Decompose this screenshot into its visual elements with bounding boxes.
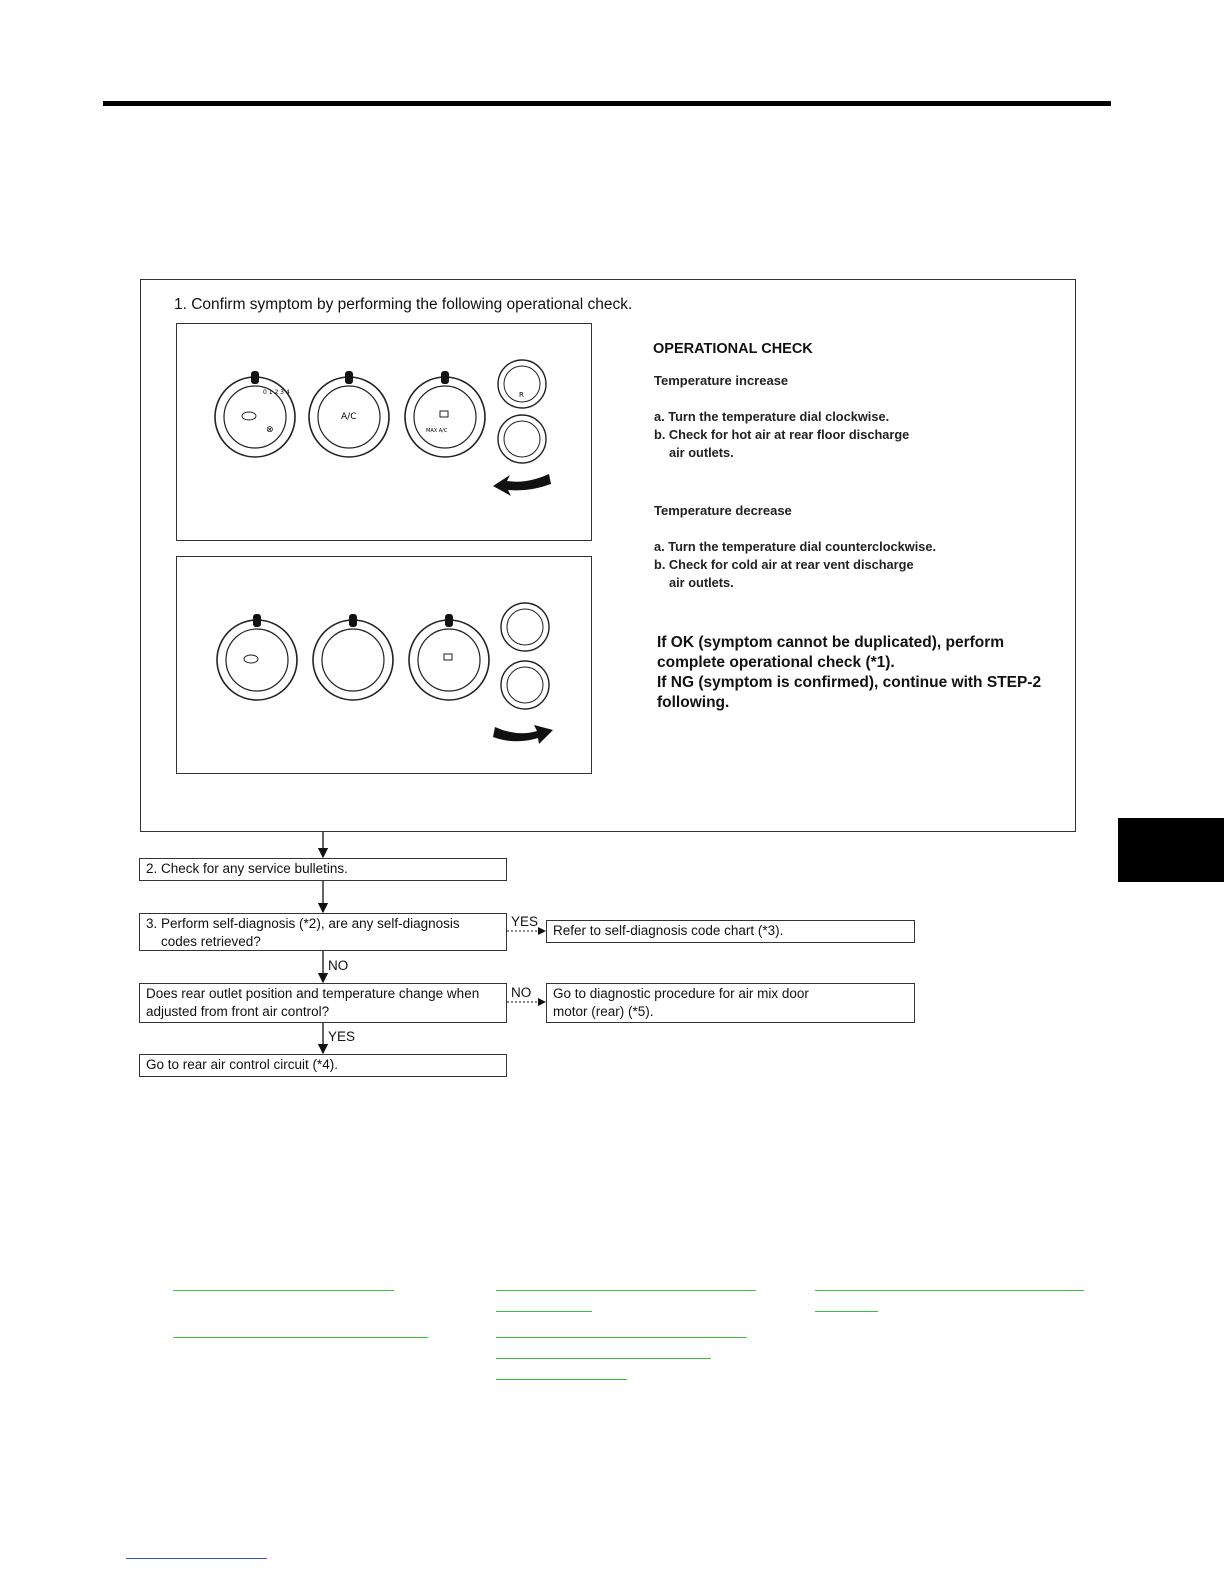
increase-step-b: b. Check for hot air at rear floor discharge (654, 427, 910, 442)
diagnostic-text-cont: motor (rear) (*5). (553, 1004, 654, 1019)
max-ac-label: MAX A/C (426, 428, 448, 434)
diagnostic-text: Go to diagnostic procedure for air mix door (553, 986, 809, 1001)
reference-link-3-cont[interactable] (815, 1311, 878, 1312)
refer-box (546, 920, 915, 943)
reference-link-3[interactable] (815, 1290, 1084, 1291)
footer-link[interactable] (126, 1558, 267, 1559)
step3-text-cont: codes retrieved? (161, 934, 261, 949)
rear-circuit-box (139, 1054, 507, 1077)
decrease-heading: Temperature decrease (654, 503, 792, 518)
ac-label: A/C (341, 412, 357, 422)
step1-text: 1. Confirm symptom by performing the following operational check. (174, 296, 633, 313)
svg-text:⊗: ⊗ (266, 425, 274, 435)
increase-heading: Temperature increase (654, 373, 789, 388)
question-box (139, 983, 507, 1023)
yes-label-1: YES (511, 914, 539, 929)
result-line-2: complete operational check (*1). (657, 654, 895, 671)
no-label-1: NO (328, 958, 349, 973)
step2-box (139, 858, 507, 881)
result-line-3: If NG (symptom is confirmed), continue with STEP-2 (657, 674, 1042, 691)
reference-link-5-end[interactable] (496, 1379, 627, 1380)
decrease-step-a: a. Turn the temperature dial counterclockwise. (654, 539, 937, 554)
no-label-2: NO (511, 985, 532, 1000)
reference-link-1[interactable] (173, 1290, 394, 1291)
result-line-1: If OK (symptom cannot be duplicated), perform (657, 634, 1005, 651)
question-text-cont: adjusted from front air control? (146, 1004, 330, 1019)
reference-link-5-cont[interactable] (496, 1358, 711, 1359)
decrease-step-b: b. Check for cold air at rear vent discharge (654, 557, 914, 572)
step3-box (139, 913, 507, 951)
step2-text: 2. Check for any service bulletins. (146, 861, 348, 876)
question-text: Does rear outlet position and temperature change when (146, 986, 480, 1001)
rear-circuit-text: Go to rear air control circuit (*4). (146, 1057, 339, 1072)
reference-link-4[interactable] (173, 1337, 428, 1338)
operational-check-title: OPERATIONAL CHECK (653, 341, 813, 357)
reference-link-2[interactable] (496, 1290, 756, 1291)
increase-step-a: a. Turn the temperature dial clockwise. (654, 409, 890, 424)
reference-link-2-cont[interactable] (496, 1311, 592, 1312)
reference-link-5[interactable] (496, 1337, 747, 1338)
fan-scale-label: 0 1 2 3 4 (263, 389, 290, 396)
refer-text: Refer to self-diagnosis code chart (*3). (553, 923, 784, 938)
yes-label-2: YES (328, 1029, 356, 1044)
result-line-4: following. (657, 694, 730, 711)
increase-step-b-cont: air outlets. (669, 445, 734, 460)
diagnostic-box (546, 983, 915, 1023)
decrease-step-b-cont: air outlets. (669, 575, 734, 590)
step3-text: 3. Perform self-diagnosis (*2), are any self-diagnosis (146, 916, 460, 931)
rear-label: R (519, 391, 524, 399)
